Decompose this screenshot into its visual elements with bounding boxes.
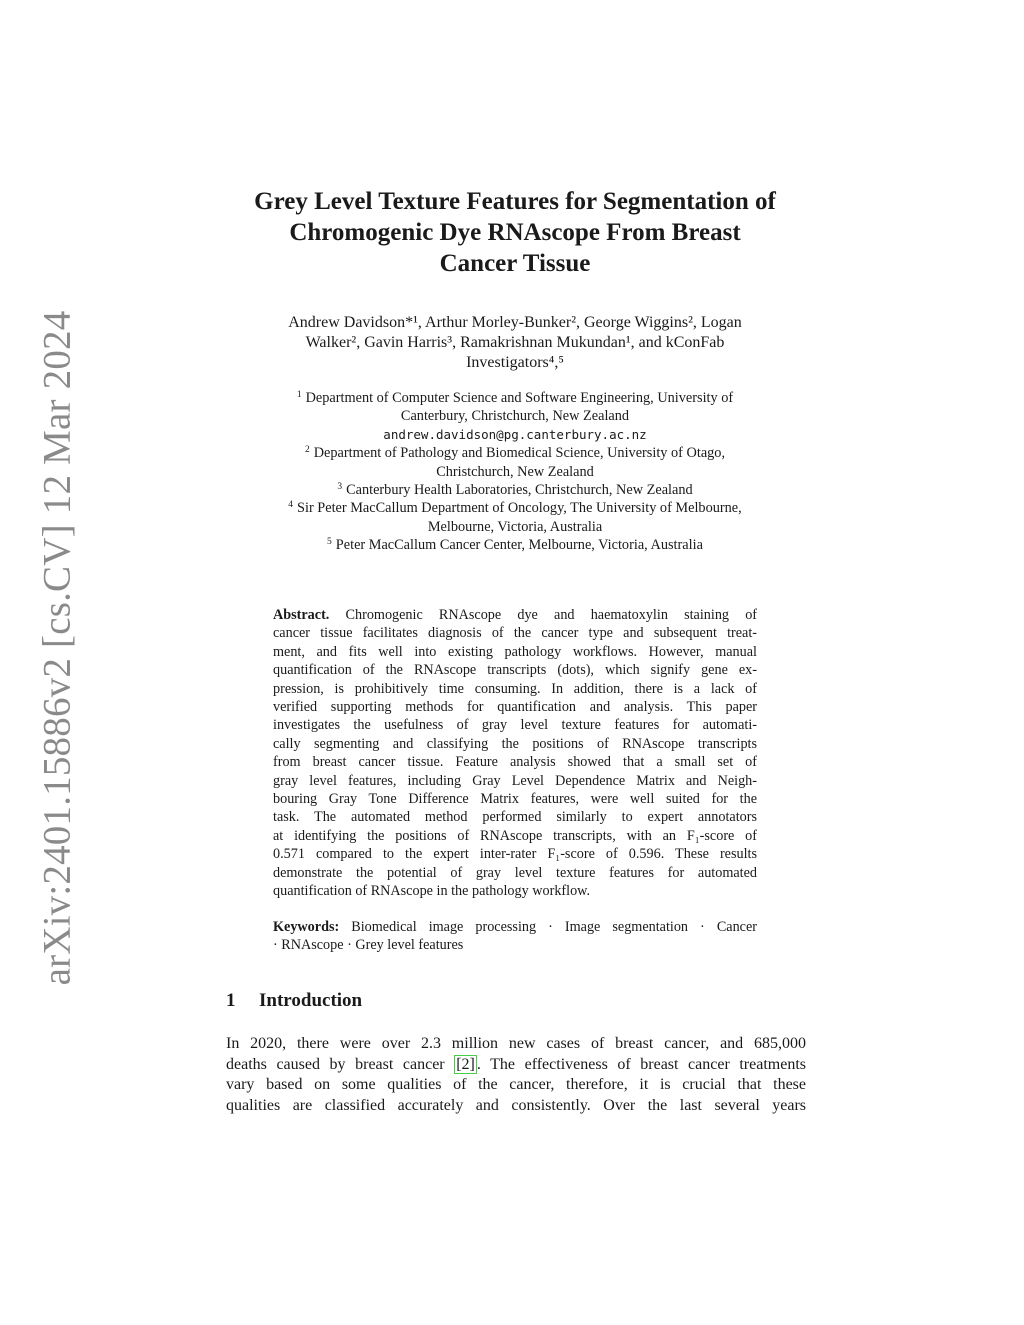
body-line: In 2020, there were over 2.3 million new cases of breast cancer, and 685,000: [226, 1035, 806, 1052]
affiliation-2: [225, 444, 805, 462]
keywords: [273, 918, 757, 955]
affiliations: [225, 389, 805, 555]
abstract-line: quantification of RNAscope in the pathology workflow.: [273, 883, 591, 900]
affiliation-mark: 2: [304, 445, 310, 456]
section-title: Introduction: [259, 990, 363, 1011]
keywords-line: · RNAscope · Grey level features: [273, 937, 464, 954]
introduction-paragraph: [226, 1034, 806, 1116]
title-line: Cancer Tissue: [439, 250, 591, 277]
body-text: deaths caused by breast cancer: [226, 1055, 455, 1073]
affiliation-4: [225, 499, 805, 517]
affiliation-mark: 4: [288, 500, 294, 511]
affiliation-text: Department of Computer Science and Software Engineering, University of: [305, 390, 734, 406]
abstract-line: ment, and fits well into existing pathology workflows. However, manual: [273, 643, 757, 660]
abstract-line: cally segmenting and classifying the positions of RNAscope transcripts: [273, 735, 757, 752]
affiliation-text: Peter MacCallum Cancer Center, Melbourne, Victoria, Australia: [335, 537, 703, 554]
author-list: [240, 313, 790, 373]
affiliation-1-cont: Canterbury, Christchurch, New Zealand: [400, 408, 630, 425]
abstract-line: quantification of the RNAscope transcripts (dots), which signify gene ex-: [273, 662, 757, 679]
author-line: Walker², Gavin Harris³, Ramakrishnan Mukundan¹, and kConFab: [305, 334, 725, 351]
abstract: [273, 606, 757, 901]
affiliation-text: Canterbury Health Laboratories, Christchurch, New Zealand: [346, 482, 693, 499]
abstract-label: Abstract.: [273, 607, 330, 623]
author-line: Investigators⁴,⁵: [466, 354, 564, 371]
affiliation-text: Sir Peter MacCallum Department of Oncology, The University of Melbourne,: [297, 500, 742, 517]
abstract-line: pression, is prohibitively time consuming. In addition, there is a lack of: [273, 680, 757, 697]
keywords-text: Biomedical image processing · Image segmentation · Cancer: [351, 919, 758, 935]
body-text: . The effectiveness of breast cancer treatments: [476, 1055, 806, 1073]
affiliation-1: [225, 389, 805, 407]
abstract-line: task. The automated method performed similarly to expert annotators: [273, 809, 757, 826]
abstract-text: Chromogenic RNAscope dye and haematoxylin staining of: [345, 607, 758, 623]
keywords-line: [273, 918, 757, 936]
affiliation-mark: 3: [337, 482, 343, 493]
abstract-line: [273, 606, 757, 624]
abstract-line: investigates the usefulness of gray level texture features for automati-: [273, 717, 757, 734]
abstract-line: demonstrate the potential of gray level texture features for automated: [273, 864, 757, 881]
abstract-line: verified supporting methods for quantification and analysis. This paper: [273, 699, 757, 716]
citation-link[interactable]: [2]: [456, 1055, 475, 1073]
author-email: andrew.davidson@pg.canterbury.ac.nz: [383, 426, 647, 442]
abstract-line: 0.571 compared to the expert inter-rater F₁-score of 0.596. These results: [273, 846, 757, 863]
abstract-line: cancer tissue facilitates diagnosis of the cancer type and subsequent treat-: [273, 625, 757, 642]
body-line: vary based on some qualities of the cancer, therefore, it is crucial that these: [226, 1076, 806, 1094]
abstract-line: from breast cancer tissue. Feature analysis showed that a small set of: [273, 754, 757, 771]
section-heading: [226, 990, 362, 1012]
body-line: qualities are classified accurately and consistently. Over the last several years: [226, 1096, 806, 1114]
paper-title: [200, 186, 830, 279]
title-line: Grey Level Texture Features for Segmentation of: [254, 188, 776, 215]
abstract-line: gray level features, including Gray Level Dependence Matrix and Neigh-: [273, 772, 757, 789]
affiliation-2-cont: Christchurch, New Zealand: [436, 463, 594, 480]
affiliation-mark: 5: [327, 537, 332, 548]
body-line: [226, 1055, 806, 1076]
affiliation-mark: 1: [296, 390, 302, 400]
keywords-label: Keywords:: [273, 919, 340, 935]
abstract-line: bouring Gray Tone Difference Matrix features, were well suited for the: [273, 791, 757, 808]
title-line: Chromogenic Dye RNAscope From Breast: [289, 219, 741, 246]
affiliation-4-cont: Melbourne, Victoria, Australia: [427, 518, 603, 535]
section-number: 1: [226, 990, 236, 1011]
affiliation-text: Department of Pathology and Biomedical Science, University of Otago,: [313, 445, 726, 462]
affiliation-5: [225, 536, 805, 554]
affiliation-3: [225, 481, 805, 499]
arxiv-identifier: arXiv:2401.15886v2 [cs.CV] 12 Mar 2024: [35, 310, 79, 986]
author-line: Andrew Davidson*¹, Arthur Morley-Bunker², George Wiggins², Logan: [288, 314, 742, 331]
abstract-line: at identifying the positions of RNAscope transcripts, with an F₁-score of: [273, 827, 757, 844]
